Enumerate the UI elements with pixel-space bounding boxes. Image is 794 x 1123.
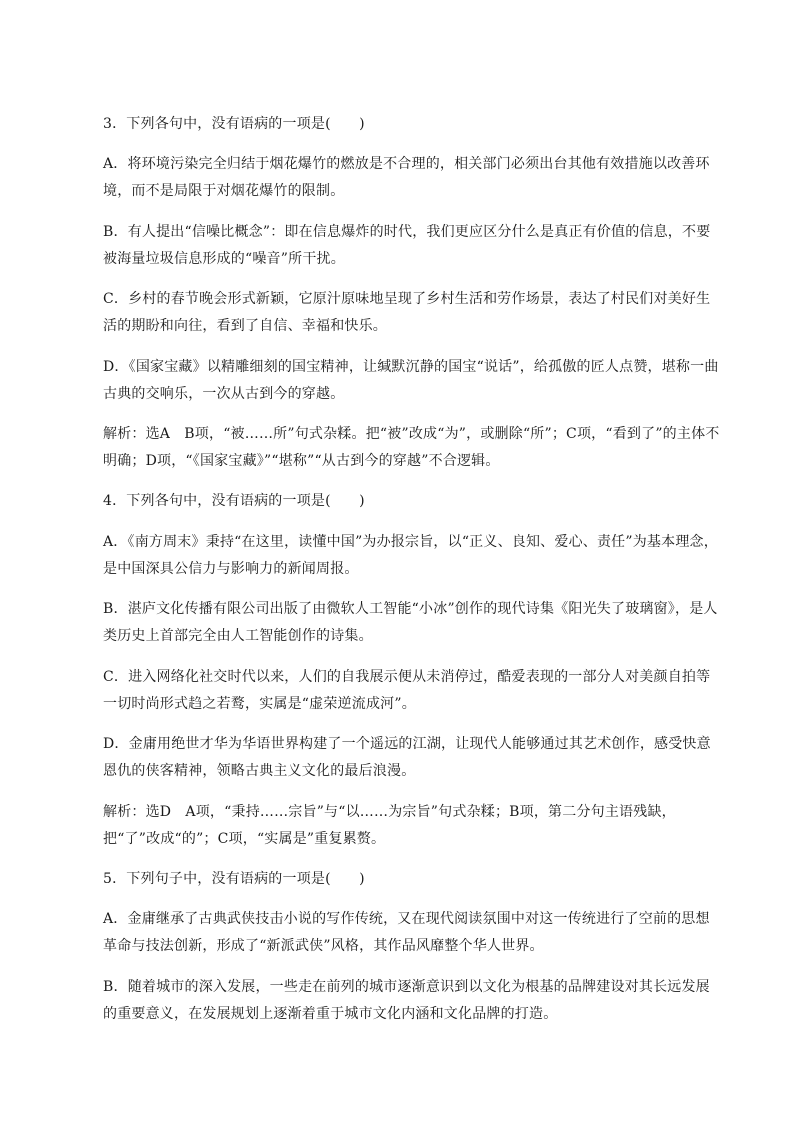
question-5-stem: 5．下列句子中，没有语病的一项是( ) xyxy=(103,871,365,887)
question-4-option-d: D．金庸用绝世才华为华语世界构建了一个遥远的江湖，让现代人能够通过其艺术创作，感受快意恩仇的侠客精神，领略古典主义文化的最后浪漫。 xyxy=(103,736,711,779)
question-5-option-a: A．金庸继承了古典武侠技击小说的写作传统，又在现代阅读氛围中对这一传统进行了空前的思想革命与技法创新，形成了“新派武侠”风格，其作品风靡整个华人世界。 xyxy=(103,911,710,954)
question-3-option-d: D．《国家宝藏》以精雕细刻的国宝精神，让缄默沉静的国宝“说话”，给孤傲的匠人点赞，堪称一曲古典的交响乐，一次从古到今的穿越。 xyxy=(103,359,719,402)
question-3-answer: 解析：选A B项，“被……所”句式杂糅。把“被”改成“为”，或删除“所”；C项，“看到了”的主体不明确；D项，“《国家宝藏》”“堪称”“从古到今的穿越”不合逻辑。 xyxy=(103,426,720,469)
question-4-option-c: C．进入网络化社交时代以来，人们的自我展示便从未消停过，酷爱表现的一部分人对美颜自拍等一切时尚形式趋之若鹜，实属是“虚荣逆流成河”。 xyxy=(103,669,711,712)
question-4-option-a: A．《南方周末》秉持“在这里，读懂中国”为办报宗旨，以“正义、良知、爱心、责任”为基本理念，是中国深具公信力与影响力的新闻周报。 xyxy=(103,534,718,577)
question-5-option-b: B．随着城市的深入发展，一些走在前列的城市逐渐意识到以文化为根基的品牌建设对其长远发展的重要意义，在发展规划上逐渐着重于城市文化内涵和文化品牌的打造。 xyxy=(103,979,710,1022)
question-4-answer: 解析：选D A项，“秉持……宗旨”与“以……为宗旨”句式杂糅；B项，第二分句主语残缺，把“了”改成“的”；C项，“实属是”重复累赘。 xyxy=(103,804,676,847)
question-3-stem: 3．下列各句中，没有语病的一项是( ) xyxy=(103,116,365,132)
question-3-option-b: B．有人提出“信噪比概念”：即在信息爆炸的时代，我们更应区分什么是真正有价值的信息，不要被海量垃圾信息形成的“噪音”所干扰。 xyxy=(103,224,711,267)
question-3-option-a: A．将环境污染完全归结于烟花爆竹的燃放是不合理的，相关部门必须出台其他有效措施以改善环境，而不是局限于对烟花爆竹的限制。 xyxy=(103,156,710,199)
question-3-option-c: C．乡村的春节晚会形式新颖，它原汁原味地呈现了乡村生活和劳作场景，表达了村民们对美好生活的期盼和向往，看到了自信、幸福和快乐。 xyxy=(103,291,711,334)
question-4-option-b: B．湛庐文化传播有限公司出版了由微软人工智能“小冰”创作的现代诗集《阳光失了玻璃窗》，是人类历史上首部完全由人工智能创作的诗集。 xyxy=(103,601,718,644)
question-4-stem: 4．下列各句中，没有语病的一项是( ) xyxy=(103,493,365,509)
